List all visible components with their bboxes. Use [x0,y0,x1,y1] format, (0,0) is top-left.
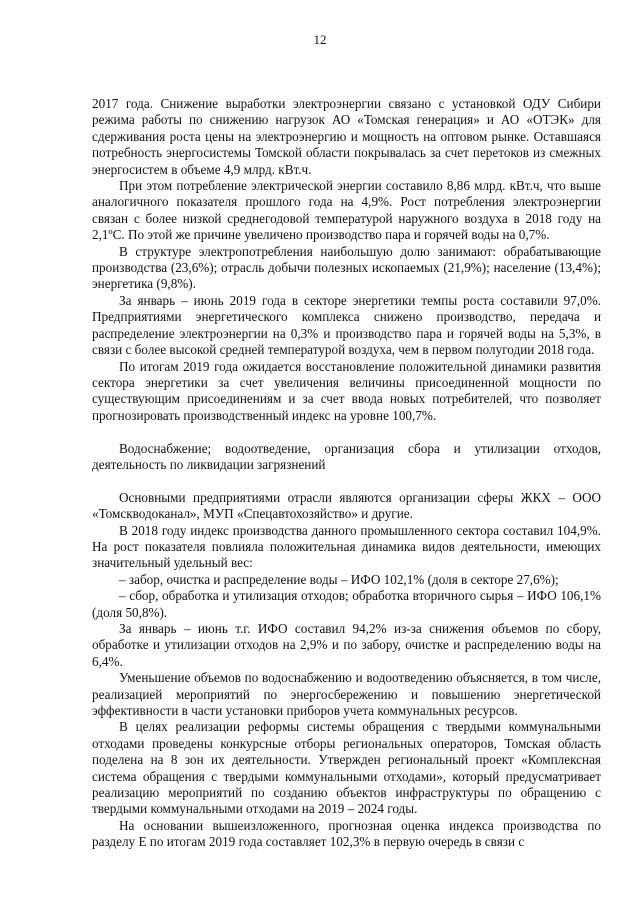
paragraph-water-first-half: За январь – июнь т.г. ИФО составил 94,2% из-за снижения объемов по сбору, обработке и утилизации отходов на 2,9% и по забору, очистке и распределению воды на 6,4%. [92,620,601,669]
section-heading-water-supply: Водоснабжение; водоотведение, организация сбора и утилизации отходов, деятельность по ликвидации загрязнений [92,440,601,472]
page-number: 12 [313,32,327,47]
paragraph-volume-decrease: Уменьшение объемов по водоснабжению и водоотведению объясняется, в том числе, реализацией мероприятий по энергосбережению и повышению энергетической эффективности в части установки приборов учета коммунальных ресурсов. [92,670,601,718]
paragraph-production-index-2018: В 2018 году индекс производства данного промышленного сектора составил 104,9%. На рост показателя повлияла положительная динамика видов деятельности, имеющих значительный удельный вес: [92,522,601,571]
paragraph-forecast-section-e: На основании вышеизложенного, прогнозная оценка индекса производства по разделу Е по итогам 2019 года составляет 102,3% в первую очередь в связи с [92,817,601,850]
list-item-water-intake: – забор, очистка и распределение воды – ИФО 102,1% (доля в секторе 27,6%); [119,571,559,587]
paragraph-energy-forecast: По итогам 2019 года ожидается восстановление положительной динамики развития сектора энергетики за счет увеличения величины присоединенной мощности по существующим присоединениям и за счет ввода новых потребителей, что позволяет прогнозировать производственный индекс на уровне 100,7%. [92,358,601,423]
page-content [92,96,601,851]
paragraph-main-enterprises: Основными предприятиями отрасли являются организации сферы ЖКХ – ООО «Томскводоканал», МУП «Спецавтохозяйство» и другие. [92,489,601,522]
paragraph-electricity-output: 2017 года. Снижение выработки электроэнергии связано с установкой ОДУ Сибири режима работы по снижению нагрузок АО «Томская генерация» и АО «ОТЭК» для сдерживания роста цены на электроэнергию и мощность на оптовом рынке. Оставшаяся потребность энергосистемы Томской области покрывалась за счет перетоков из смежных энергосистем в объеме 4,9 млрд. кВт.ч. [92,96,601,177]
paragraph-consumption-structure: В структуре электропотребления наибольшую долю занимают: обрабатывающие производства (23,6%); отрасль добычи полезных ископаемых (21,9%); население (13,4%); энергетика (9,8%). [92,243,601,292]
paragraph-waste-reform: В целях реализации реформы системы обращения с твердыми коммунальными отходами проведены конкурсные отборы региональных операторов, Томская область поделена на 8 зон их деятельности. Утвержден региональный проект «Комплексная система обращения с твердыми коммунальными отходами», который предусматривает реализацию мероприятий по созданию объектов инфраструктуры по обращению с твердыми коммунальными отходами на 2019 – 2024 годы. [92,719,601,817]
paragraph-electricity-consumption: При этом потребление электрической энергии составило 8,86 млрд. кВт.ч, что выше аналогичного показателя прошлого года на 4,9%. Рост потребления электроэнергии связан с более низкой среднегодовой температурой наружного воздуха в 2018 году на 2,1ºС. По этой же причине увеличено производство пара и горячей воды на 0,7%. [92,178,601,243]
list-item-waste-processing: – сбор, обработка и утилизация отходов; обработка вторичного сырья – ИФО 106,1% (доля 50,8%). [92,588,601,620]
paragraph-energy-first-half: За январь – июнь 2019 года в секторе энергетики темпы роста составили 97,0%. Предприятиями энергетического комплекса снижено производство, передача и распределение электроэнергии на 0,3% и производство пара и горячей воды на 5,3%, в связи с более высокой средней температурой воздуха, чем в первом полугодии 2018 года. [92,292,601,358]
